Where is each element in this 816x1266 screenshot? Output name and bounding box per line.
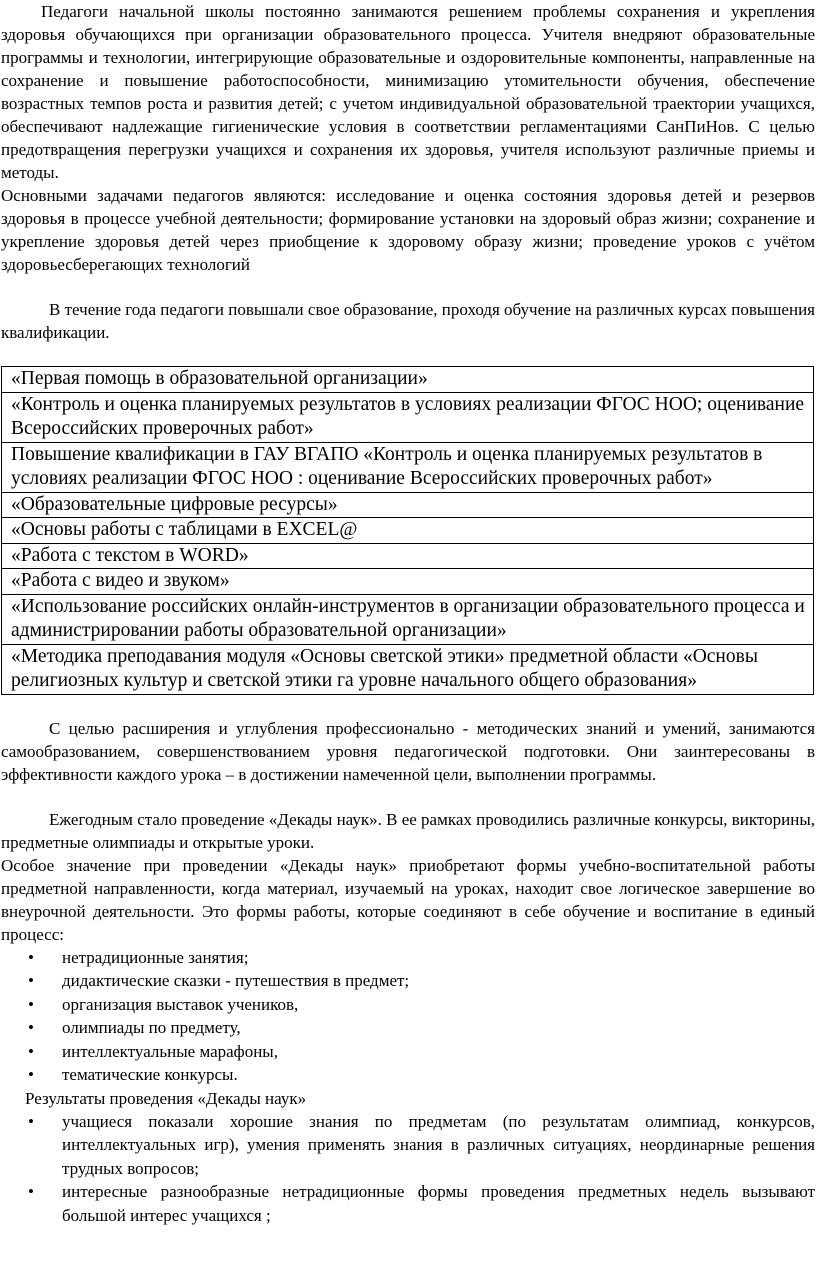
- paragraph-self-education: С целью расширения и углубления профессионально - методических знаний и умений, занимаются самообразованием, совершенствованием уровня педагогической подготовки. Они заинтересованы в эффективности каждого урока – в достижении намеченной цели, выполнении программы.: [1, 718, 815, 784]
- paragraph-science-decade: Ежегодным стало проведение «Декады наук». В ее рамках проводились различные конкурсы, викторины, предметные олимпиады и открытые уроки.: [1, 809, 815, 852]
- list-item: • интеллектуальные марафоны,: [1, 1040, 815, 1064]
- table-row: [2, 543, 814, 569]
- paragraph-forms-intro: Особое значение при проведении «Декады наук» приобретают формы учебно-воспитательной работы предметной направленности, когда материал, изучаемый на уроках, находит свое логическое завершение во внеурочной деятельности. Это формы работы, которые соединяют в себе обучение и воспитание в единый процесс:: [1, 855, 815, 944]
- table-row: [2, 594, 814, 644]
- table-row: [2, 367, 814, 393]
- list-item: • учащиеся показали хорошие знания по предметам (по результатам олимпиад, конкурсов, интеллектуальных игр), умения применять знания в различных ситуациях, неординарные решения трудных вопросов;: [1, 1110, 815, 1181]
- forms-list: [1, 946, 815, 1087]
- course-cell: «Контроль и оценка планируемых результатов в условиях реализации ФГОС НОО; оценивание Всероссийских проверочных работ»: [2, 392, 814, 442]
- course-cell: «Использование российских онлайн-инструментов в организации образовательного процесса и администрировании работы образовательной организации»: [2, 594, 814, 644]
- list-item: • нетрадиционные занятия;: [1, 946, 815, 970]
- table-row: [2, 644, 814, 694]
- list-item: • олимпиады по предмету,: [1, 1016, 815, 1040]
- table-row: [2, 392, 814, 442]
- course-cell: «Работа с текстом в WORD»: [2, 543, 814, 569]
- course-cell: Повышение квалификации в ГАУ ВГАПО «Контроль и оценка планируемых результатов в условиях реализации ФГОС НОО : оценивание Всероссийских проверочных работ»: [2, 442, 814, 492]
- course-cell: «Работа с видео и звуком»: [2, 569, 814, 595]
- list-item: • тематические конкурсы.: [1, 1063, 815, 1087]
- course-cell: «Основы работы с таблицами в EXCEL@: [2, 518, 814, 544]
- courses-table: [1, 366, 814, 695]
- table-row: [2, 518, 814, 544]
- course-cell: «Методика преподавания модуля «Основы светской этики» предметной области «Основы религиозных культур и светской этики га уровне начального общего образования»: [2, 644, 814, 694]
- paragraph-tasks: Основными задачами педагогов являются: исследование и оценка состояния здоровья детей и резервов здоровья в процессе учебной деятельности; формирование установки на здоровый образ жизни; сохранение и укрепление здоровья детей через приобщение к здоровому образу жизни; проведение уроков с учётом здоровьесберегающих технологий: [1, 186, 815, 274]
- paragraph-health: Педагоги начальной школы постоянно занимаются решением проблемы сохранения и укрепления здоровья обучающихся при организации образовательного процесса. Учителя внедряют образовательные программы и технологии, интегрирующие образовательные и оздоровительные компоненты, направленные на сохранение и повышение работоспособности, минимизацию утомительности обучения, обеспечение возрастных темпов роста и развития детей; с учетом индивидуальной образовательной траектории учащихся, обеспечивают надлежащие гигиенические условия в соответствии регламентациями СанПиНов. С целью предотвращения перегрузки учащихся и сохранения их здоровья, учителя используют различные приемы и методы.: [1, 2, 815, 182]
- table-row: [2, 442, 814, 492]
- courses-table-wrap: [1, 366, 815, 695]
- results-list: [1, 1110, 815, 1228]
- course-cell: «Образовательные цифровые ресурсы»: [2, 492, 814, 518]
- table-row: [2, 492, 814, 518]
- course-cell: «Первая помощь в образовательной организации»: [2, 367, 814, 393]
- list-item: • интересные разнообразные нетрадиционные формы проведения предметных недель вызывают большой интерес учащихся ;: [1, 1180, 815, 1227]
- table-row: [2, 569, 814, 595]
- list-item: • организация выставок учеников,: [1, 993, 815, 1017]
- results-heading: Результаты проведения «Декады наук»: [25, 1088, 307, 1108]
- paragraph-courses-intro: В течение года педагоги повышали свое образование, проходя обучение на различных курсах повышения квалификации.: [1, 300, 815, 342]
- list-item: • дидактические сказки - путешествия в предмет;: [1, 969, 815, 993]
